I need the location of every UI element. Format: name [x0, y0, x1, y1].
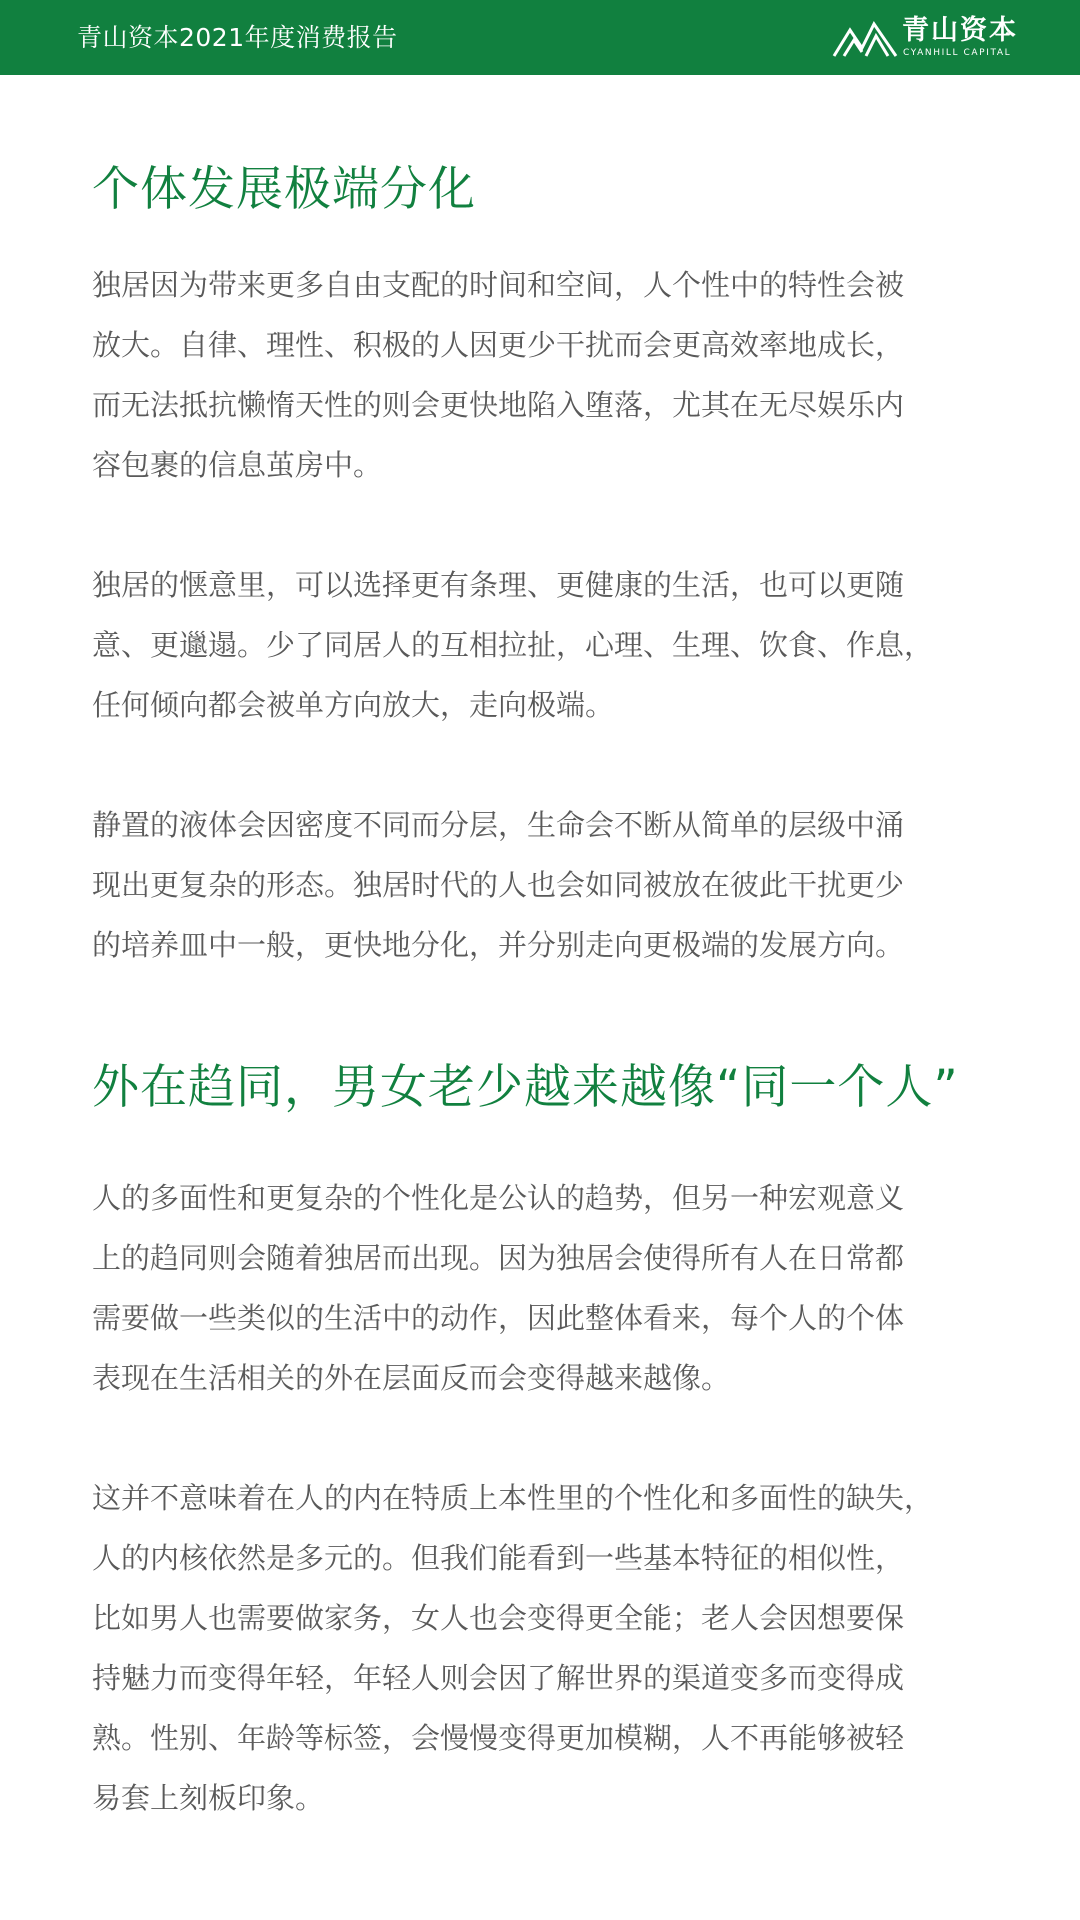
text-line: 需要做一些类似的生活中的动作，因此整体看来，每个人的个体	[92, 1301, 905, 1335]
paragraph-2-2	[92, 1468, 992, 1828]
paragraph-1-1	[92, 255, 992, 495]
logo-name-en: CYANHILL CAPITAL	[903, 48, 1012, 58]
text-line: 任何倾向都会被单方向放大，走向极端。	[92, 688, 615, 722]
report-header	[0, 0, 1080, 75]
text-line: 易套上刻板印象。	[92, 1781, 325, 1815]
section-title-2: 外在趋同，男女老少越来越像“同一个人”	[92, 1060, 959, 1115]
text-line: 这并不意味着在人的内在特质上本性里的个性化和多面性的缺失，	[92, 1481, 934, 1515]
text-line: 比如男人也需要做家务，女人也会变得更全能；老人会因想要保	[92, 1601, 905, 1635]
paragraph-2-1	[92, 1168, 992, 1408]
mountain-logo-icon	[832, 18, 898, 58]
text-line: 表现在生活相关的外在层面反而会变得越来越像。	[92, 1361, 731, 1395]
text-line: 独居的惬意里，可以选择更有条理、更健康的生活，也可以更随	[92, 568, 905, 602]
text-line: 静置的液体会因密度不同而分层，生命会不断从简单的层级中涌	[92, 808, 905, 842]
text-line: 容包裹的信息茧房中。	[92, 448, 383, 482]
cyanhill-logo	[832, 12, 1022, 64]
text-line: 而无法抵抗懒惰天性的则会更快地陷入堕落，尤其在无尽娱乐内	[92, 388, 905, 422]
text-line: 人的内核依然是多元的。但我们能看到一些基本特征的相似性，	[92, 1541, 905, 1575]
text-line: 放大。自律、理性、积极的人因更少干扰而会更高效率地成长，	[92, 328, 905, 362]
text-line: 熟。性别、年龄等标签，会慢慢变得更加模糊，人不再能够被轻	[92, 1721, 905, 1755]
text-line: 上的趋同则会随着独居而出现。因为独居会使得所有人在日常都	[92, 1241, 905, 1275]
text-line: 独居因为带来更多自由支配的时间和空间，人个性中的特性会被	[92, 268, 905, 302]
text-line: 持魅力而变得年轻，年轻人则会因了解世界的渠道变多而变得成	[92, 1661, 905, 1695]
paragraph-1-2	[92, 555, 992, 735]
report-title: 青山资本2021年度消费报告	[77, 23, 398, 52]
text-line: 意、更邋遢。少了同居人的互相拉扯，心理、生理、饮食、作息，	[92, 628, 934, 662]
text-line: 现出更复杂的形态。独居时代的人也会如同被放在彼此干扰更少	[92, 868, 905, 902]
section-title-1: 个体发展极端分化	[92, 162, 476, 217]
text-line: 人的多面性和更复杂的个性化是公认的趋势，但另一种宏观意义	[92, 1181, 905, 1215]
text-line: 的培养皿中一般，更快地分化，并分别走向更极端的发展方向。	[92, 928, 905, 962]
paragraph-1-3	[92, 795, 992, 975]
logo-name-cn: 青山资本	[902, 15, 1018, 46]
